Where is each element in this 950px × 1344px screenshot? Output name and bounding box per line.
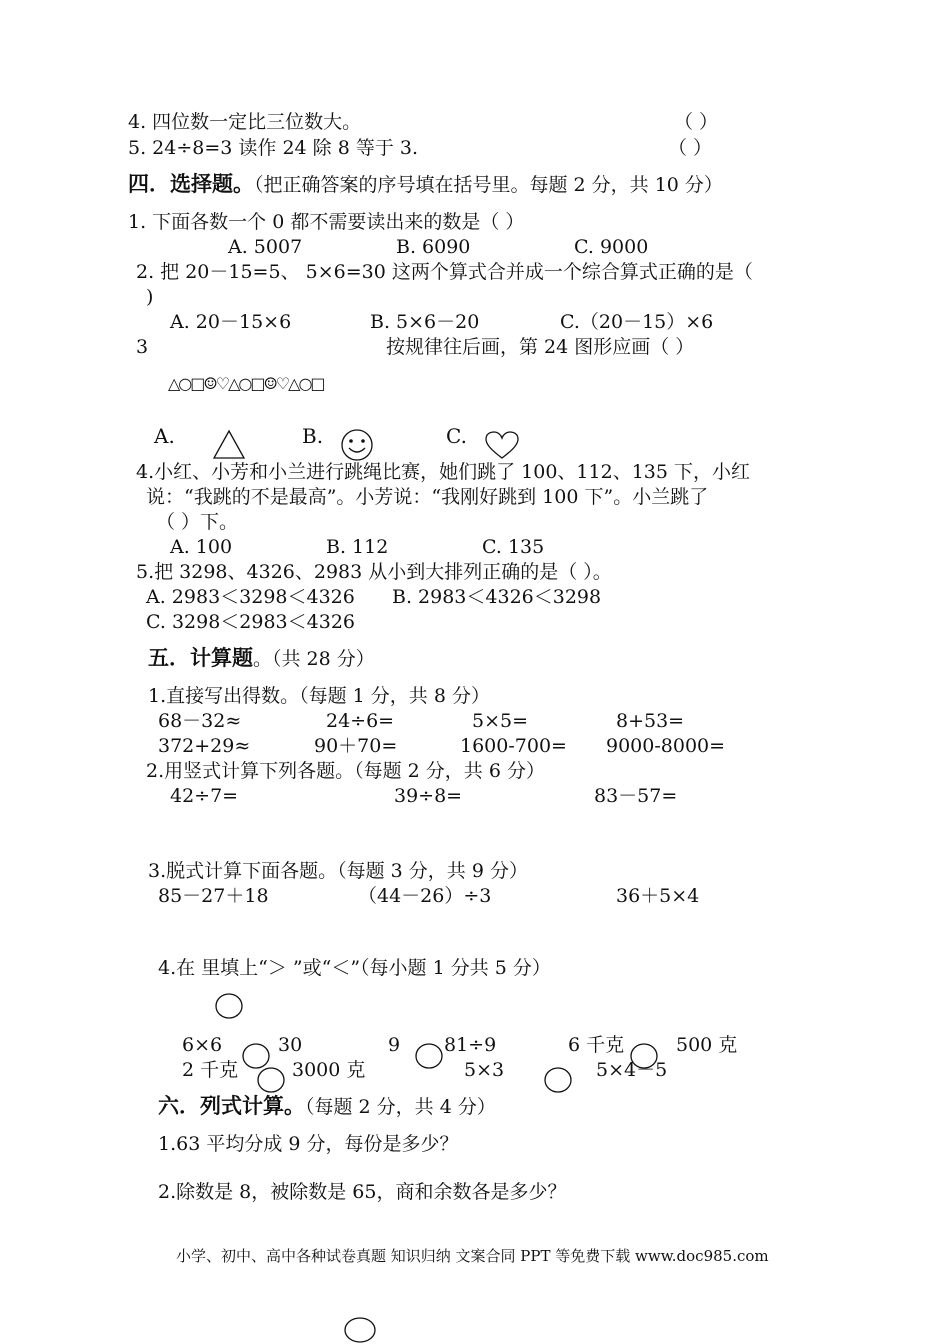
heart-icon xyxy=(484,430,520,460)
calc-item: 1600-700= xyxy=(460,735,567,757)
section6-note: （每题 2 分，共 4 分） xyxy=(305,1096,496,1118)
page-footer: 小学、初中、高中各种试卷真题 知识归纳 文案合同 PPT 等免费下载 www.doc985.com xyxy=(176,1247,769,1265)
s4-q1-option-b: B. 6090 xyxy=(396,236,471,258)
answer-circle-icon[interactable] xyxy=(543,1066,573,1094)
s4-q2-stem: 2. 把 20－15=5、 5×6=30 这两个算式合并成一个综合算式正确的是（ xyxy=(136,261,753,283)
section5-title: 五．计算题 xyxy=(148,646,253,670)
section5-note: 。（共 28 分） xyxy=(253,648,375,670)
calc-item: 5×5= xyxy=(472,710,529,732)
compare-item: 5×4－5 xyxy=(596,1059,668,1081)
s4-q4-line3: （ ）下。 xyxy=(156,511,239,533)
s4-q2-option-a: A. 20－15×6 xyxy=(170,311,292,333)
s5-p3-title: 3.脱式计算下面各题。（每题 3 分，共 9 分） xyxy=(148,860,528,882)
vertical-calc-item: 39÷8= xyxy=(394,785,463,807)
s5-p2-title: 2.用竖式计算下列各题。（每题 2 分，共 6 分） xyxy=(146,760,545,782)
s4-q4-option-c: C. 135 xyxy=(482,536,545,558)
compare-item: 81÷9 xyxy=(444,1034,497,1056)
shape-pattern: △○□☺♡△○□☺♡△○□ xyxy=(168,374,324,393)
stepwise-calc-item: 36＋5×4 xyxy=(616,885,700,907)
judge-q5-answer-paren: （ ） xyxy=(668,137,713,159)
compare-circle-icon xyxy=(214,992,244,1020)
calc-item: 372+29≈ xyxy=(158,735,251,757)
compare-item: 6×6 xyxy=(182,1034,223,1056)
compare-item: 2 千克 xyxy=(182,1059,239,1081)
circle-icon xyxy=(343,1316,377,1344)
s4-q3-stem: 按规律往后画，第 24 图形应画（ ） xyxy=(386,336,695,358)
vertical-calc-item: 83－57= xyxy=(594,785,678,807)
compare-item: 30 xyxy=(278,1034,303,1056)
judge-q4: 4. 四位数一定比三位数大。 xyxy=(128,111,362,133)
section4-title: 四．选择题。 xyxy=(128,172,254,196)
section4-note: （把正确答案的序号填在括号里。每题 2 分，共 10 分） xyxy=(254,174,723,196)
judge-q4-answer-paren: （ ） xyxy=(674,111,719,133)
answer-circle-icon[interactable] xyxy=(414,1042,444,1070)
s4-q4-line1: 4.小红、小芳和小兰进行跳绳比赛，她们跳了 100、112、135 下，小红 xyxy=(136,461,751,483)
s4-q2-option-c: C.（20－15）×6 xyxy=(560,311,714,333)
calc-item: 8+53= xyxy=(616,710,685,732)
compare-item: 500 克 xyxy=(676,1034,738,1056)
s4-q5-option-a: A. 2983＜3298＜4326 xyxy=(146,586,355,608)
calc-item: 90＋70= xyxy=(314,735,398,757)
s6-q1: 1.63 平均分成 9 分，每份是多少？ xyxy=(158,1133,459,1155)
s4-q1-stem: 1. 下面各数一个 0 都不需要读出来的数是（ ） xyxy=(128,211,525,233)
s4-q1-option-c: C. 9000 xyxy=(574,236,649,258)
triangle-icon xyxy=(212,428,246,460)
section5-heading xyxy=(148,646,375,671)
s4-q3-number: 3 xyxy=(136,336,149,358)
s5-p1-title: 1.直接写出得数。（每题 1 分，共 8 分） xyxy=(148,685,490,707)
calc-item: 68－32≈ xyxy=(158,710,242,732)
s4-q4-option-b: B. 112 xyxy=(326,536,389,558)
s4-q2-stem-end: ) xyxy=(146,286,154,308)
s4-q2-option-b: B. 5×6－20 xyxy=(370,311,480,333)
section6-title: 六．列式计算。 xyxy=(158,1094,305,1118)
s4-q3-option-a: A. xyxy=(154,424,175,448)
section4-heading xyxy=(128,172,723,197)
answer-circle-icon[interactable] xyxy=(629,1042,659,1070)
s4-q3-option-b: B. xyxy=(302,424,324,448)
vertical-calc-item: 42÷7= xyxy=(170,785,239,807)
s4-q5-stem: 5.把 3298、4326、2983 从小到大排列正确的是（ ）。 xyxy=(136,561,612,583)
s5-p4-title: 4.在 里填上“＞ ”或“＜”（每小题 1 分共 5 分） xyxy=(158,957,551,979)
s4-q1-option-a: A. 5007 xyxy=(228,236,303,258)
answer-circle-icon[interactable] xyxy=(256,1066,286,1094)
stepwise-calc-item: 85－27＋18 xyxy=(158,885,269,907)
compare-item: 6 千克 xyxy=(568,1034,625,1056)
judge-q5: 5. 24÷8=3 读作 24 除 8 等于 3. xyxy=(128,137,418,159)
calc-item: 9000-8000= xyxy=(606,735,726,757)
section6-heading xyxy=(158,1094,496,1119)
smiley-icon xyxy=(340,428,374,462)
s4-q4-line2: 说：“我跳的不是最高”。小芳说：“我刚好跳到 100 下”。小兰跳了 xyxy=(146,486,709,508)
s4-q5-option-c: C. 3298＜2983＜4326 xyxy=(146,611,356,633)
s4-q4-option-a: A. 100 xyxy=(170,536,233,558)
compare-item: 3000 克 xyxy=(292,1059,366,1081)
s4-q5-option-b: B. 2983＜4326＜3298 xyxy=(392,586,602,608)
s4-q3-option-c: C. xyxy=(446,424,467,448)
compare-item: 5×3 xyxy=(464,1059,505,1081)
compare-item: 9 xyxy=(388,1034,401,1056)
calc-item: 24÷6= xyxy=(326,710,395,732)
stepwise-calc-item: （44－26）÷3 xyxy=(358,885,492,907)
s6-q2: 2.除数是 8，被除数是 65，商和余数各是多少？ xyxy=(158,1181,567,1203)
